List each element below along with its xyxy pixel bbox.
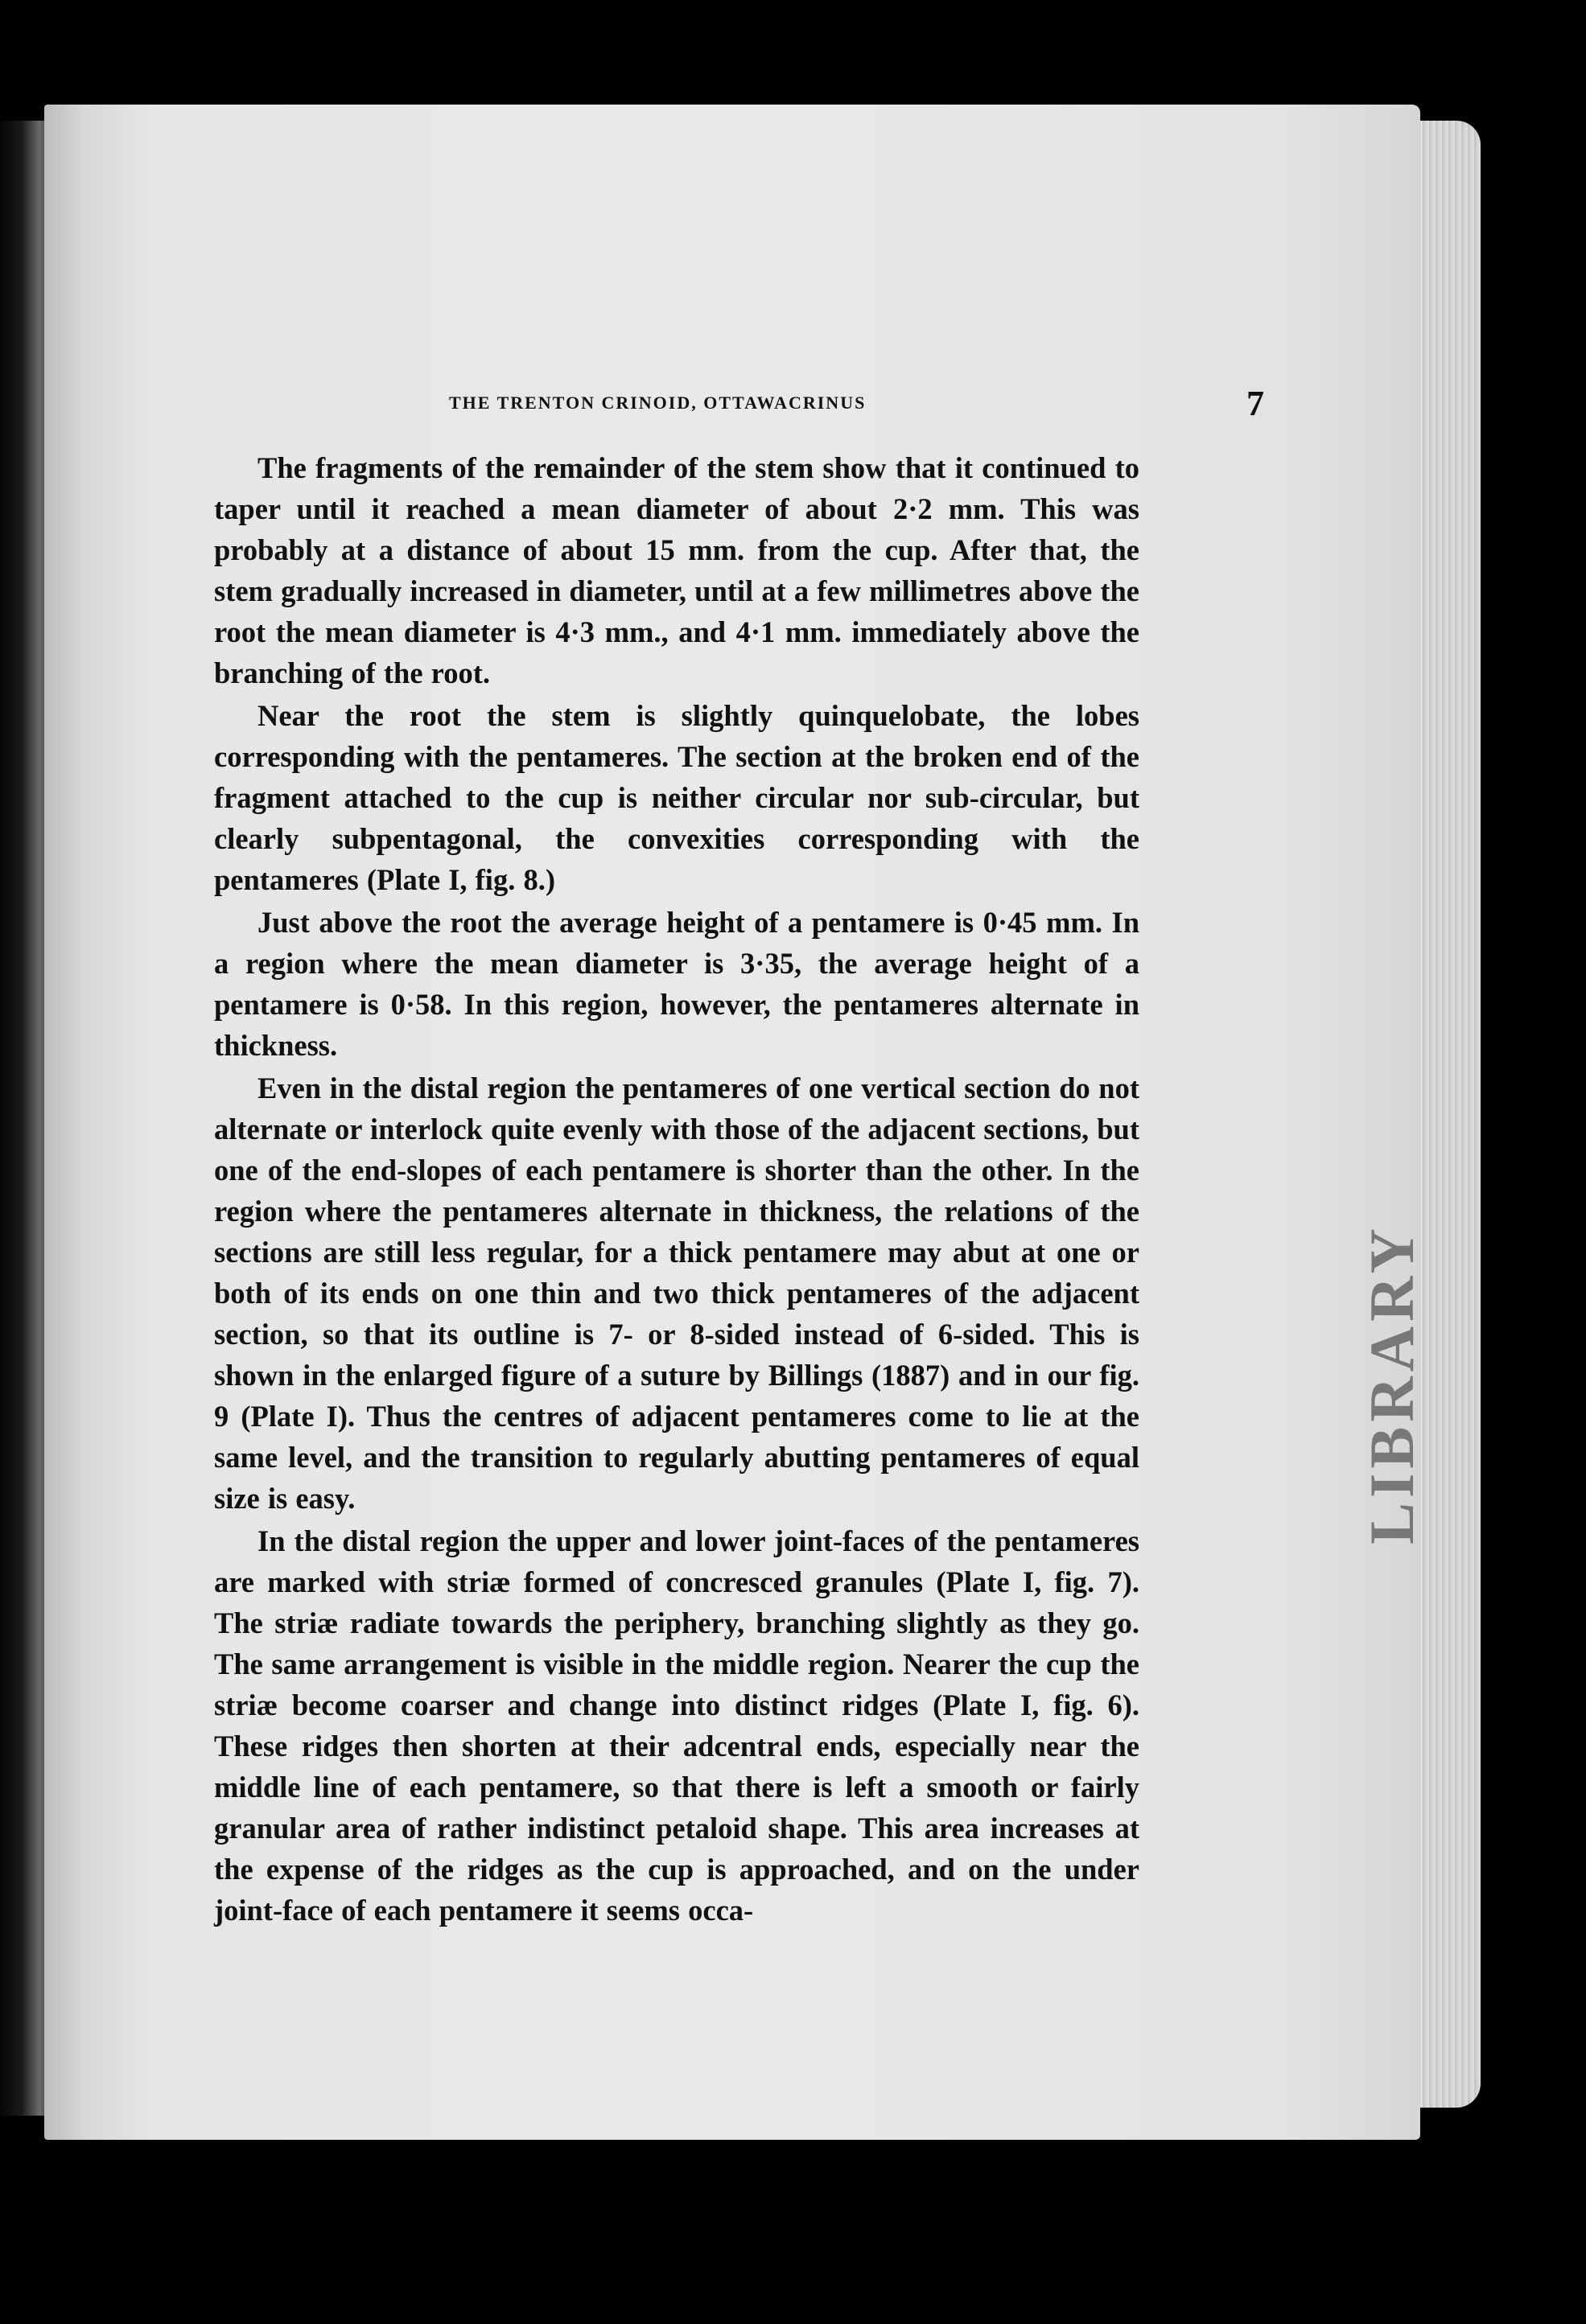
page-content [214,384,1264,1932]
paragraph-distal-region: Even in the distal region the pentameres of one vertical section do not alternate or interlock quite evenly with those of the adjacent sections, but one of the end-slopes of each pentamere is shorter than the other. In the region where the pentameres alternate in thickness, the relations of the sections are still less regular, for a thick pentamere may abut at one or both of its ends on one thin and two thick pentameres of the adjacent section, so that its outline is 7- or 8-sided instead of 6-sided. This is shown in the enlarged figure of a suture by Billings (1887) and in our fig. 9 (Plate I). Thus the centres of adjacent pentameres come to lie at the same level, and the transition to regularly abutting pentameres of equal size is easy. [214,1072,1139,1515]
page-number: 7 [1246,384,1264,423]
running-head: THE TRENTON CRINOID, OTTAWACRINUS [449,393,867,413]
page-header [214,384,1264,426]
library-stamp: LIBRARY [1357,1224,1427,1545]
paragraph-joint-faces: In the distal region the upper and lower joint-faces of the pentameres are marked with striæ formed of concresced granules (Plate I, fig. 7). The striæ radiate towards the periphery, branching slightly as they go. The same arrangement is visible in the middle region. Nearer the cup the striæ become coarser and change into distinct ridges (Plate I, fig. 6). These ridges then shorten at their adcentral ends, especially near the middle line of each pentamere, so that there is left a smooth or fairly granular area of rather indistinct petaloid shape. This area increases at the expense of the ridges as the cup is approached, and on the under joint-face of each pentamere it seems occa- [214,1524,1139,1927]
paragraph-quinquelobate: Near the root the stem is slightly quinquelobate, the lobes corresponding with the pentameres. The section at the broken end of the fragment attached to the cup is neither circular nor sub-circular, but clearly subpentagonal, the convexities corresponding with the pentameres (Plate I, fig. 8.) [214,699,1139,896]
paragraph-stem-taper: The fragments of the remainder of the stem show that it continued to taper until it reached a mean diameter of about 2·2 mm. This was probably at a distance of about 15 mm. from the cup. After that, the stem gradually increased in diameter, until at a few millimetres above the root the mean diameter is 4·3 mm., and 4·1 mm. immediately above the branching of the root. [214,451,1139,689]
paragraph-pentamere-height: Just above the root the average height of a pentamere is 0·45 mm. In a region where the mean diameter is 3·35, the average height of a pentamere is 0·58. In this region, however, the pentameres alternate in thickness. [214,906,1139,1062]
